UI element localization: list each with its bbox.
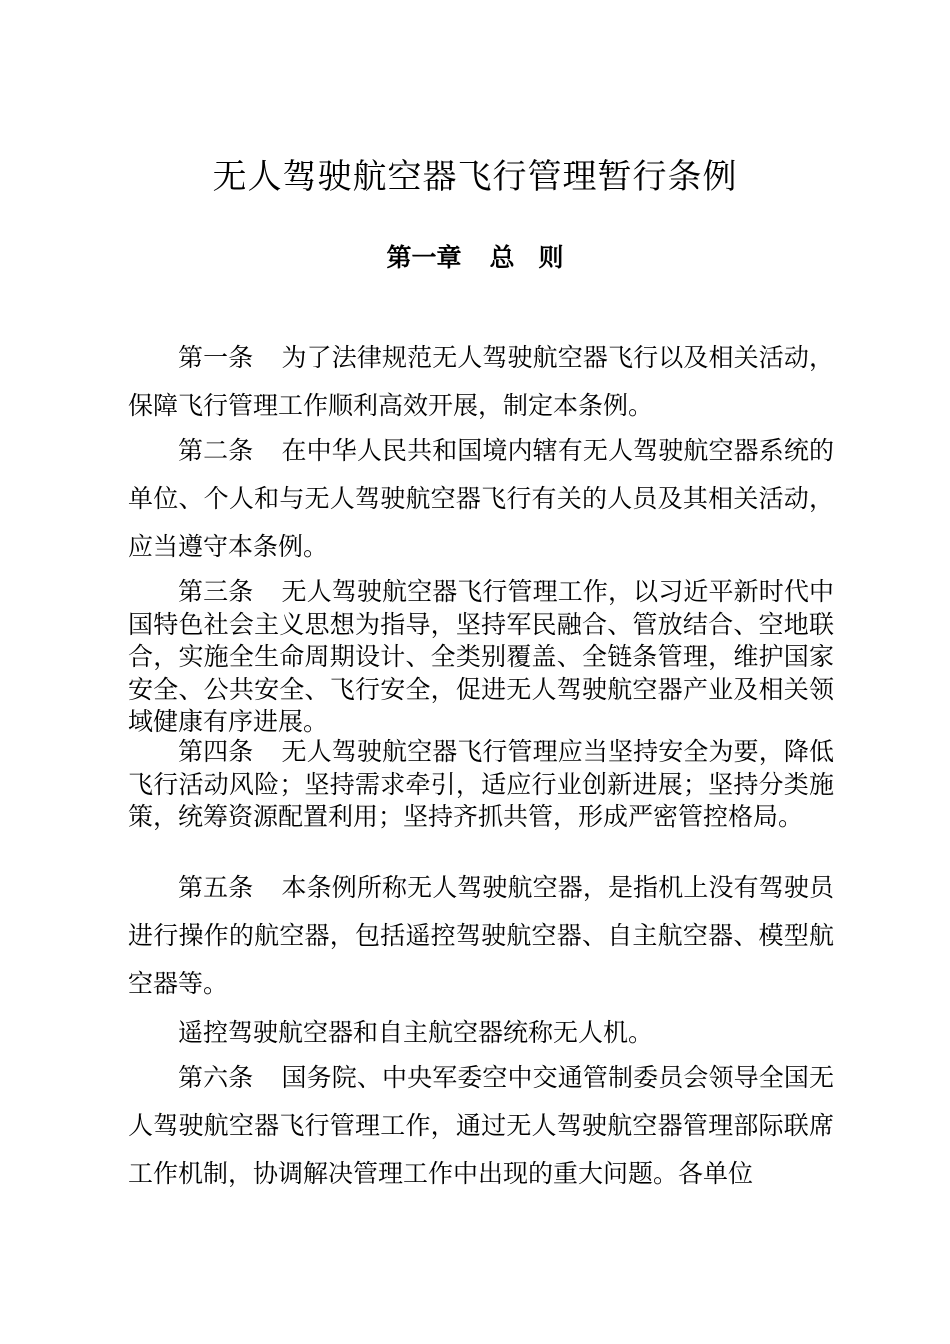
- article-number: 第二条: [178, 436, 254, 465]
- document-title: 无人驾驶航空器飞行管理暂行条例: [212, 157, 738, 197]
- article-paragraph: [128, 576, 834, 739]
- article-number: 第一条: [178, 343, 254, 372]
- article-number: 第六条: [178, 1063, 254, 1092]
- article-text: 在中华人民共和国境内辖有无人驾驶航空器系统的单位、个人和与无人驾驶航空器飞行有关的人员及其相关活动，应当遵守本条例。: [128, 436, 834, 561]
- article-text: 无人驾驶航空器飞行管理应当坚持安全为要，降低飞行活动风险；坚持需求牵引，适应行业创新进展；坚持分类施策，统筹资源配置利用；坚持齐抓共管，形成严密管控格局。: [128, 737, 834, 831]
- chapter-heading: [0, 238, 950, 278]
- article-paragraph: [128, 736, 834, 834]
- article-text: 本条例所称无人驾驶航空器，是指机上没有驾驶员进行操作的航空器，包括遥控驾驶航空器、自主航空器、模型航空器等。: [128, 873, 834, 998]
- article-paragraph: [128, 1009, 834, 1057]
- article-text: 无人驾驶航空器飞行管理工作，以习近平新时代中国特色社会主义思想为指导，坚持军民融合、管放结合、空地联合，实施全生命周期设计、全类别覆盖、全链条管理，维护国家安全、公共安全、飞行安全，促进无人驾驶航空器产业及相关领域健康有序进展。: [128, 577, 834, 736]
- chapter-name-part2: 则: [538, 243, 564, 272]
- article-text: 国务院、中央军委空中交通管制委员会领导全国无人驾驶航空器飞行管理工作，通过无人驾驶航空器管理部际联席工作机制，协调解决管理工作中出现的重大问题。各单位: [128, 1063, 834, 1188]
- article-text: 遥控驾驶航空器和自主航空器统称无人机。: [178, 1018, 654, 1047]
- article-number: 第三条: [178, 577, 254, 606]
- article-text: 为了法律规范无人驾驶航空器飞行以及相关活动，保障飞行管理工作顺利高效开展，制定本条例。: [128, 343, 834, 420]
- chapter-name-part1: 总: [489, 243, 515, 272]
- article-paragraph: [128, 334, 834, 430]
- chapter-number: 第一章: [386, 243, 462, 272]
- article-number: 第四条: [178, 737, 254, 766]
- article-number: 第五条: [178, 873, 254, 902]
- article-paragraph: [128, 1054, 834, 1198]
- article-paragraph: [128, 427, 834, 571]
- article-paragraph: [128, 864, 834, 1008]
